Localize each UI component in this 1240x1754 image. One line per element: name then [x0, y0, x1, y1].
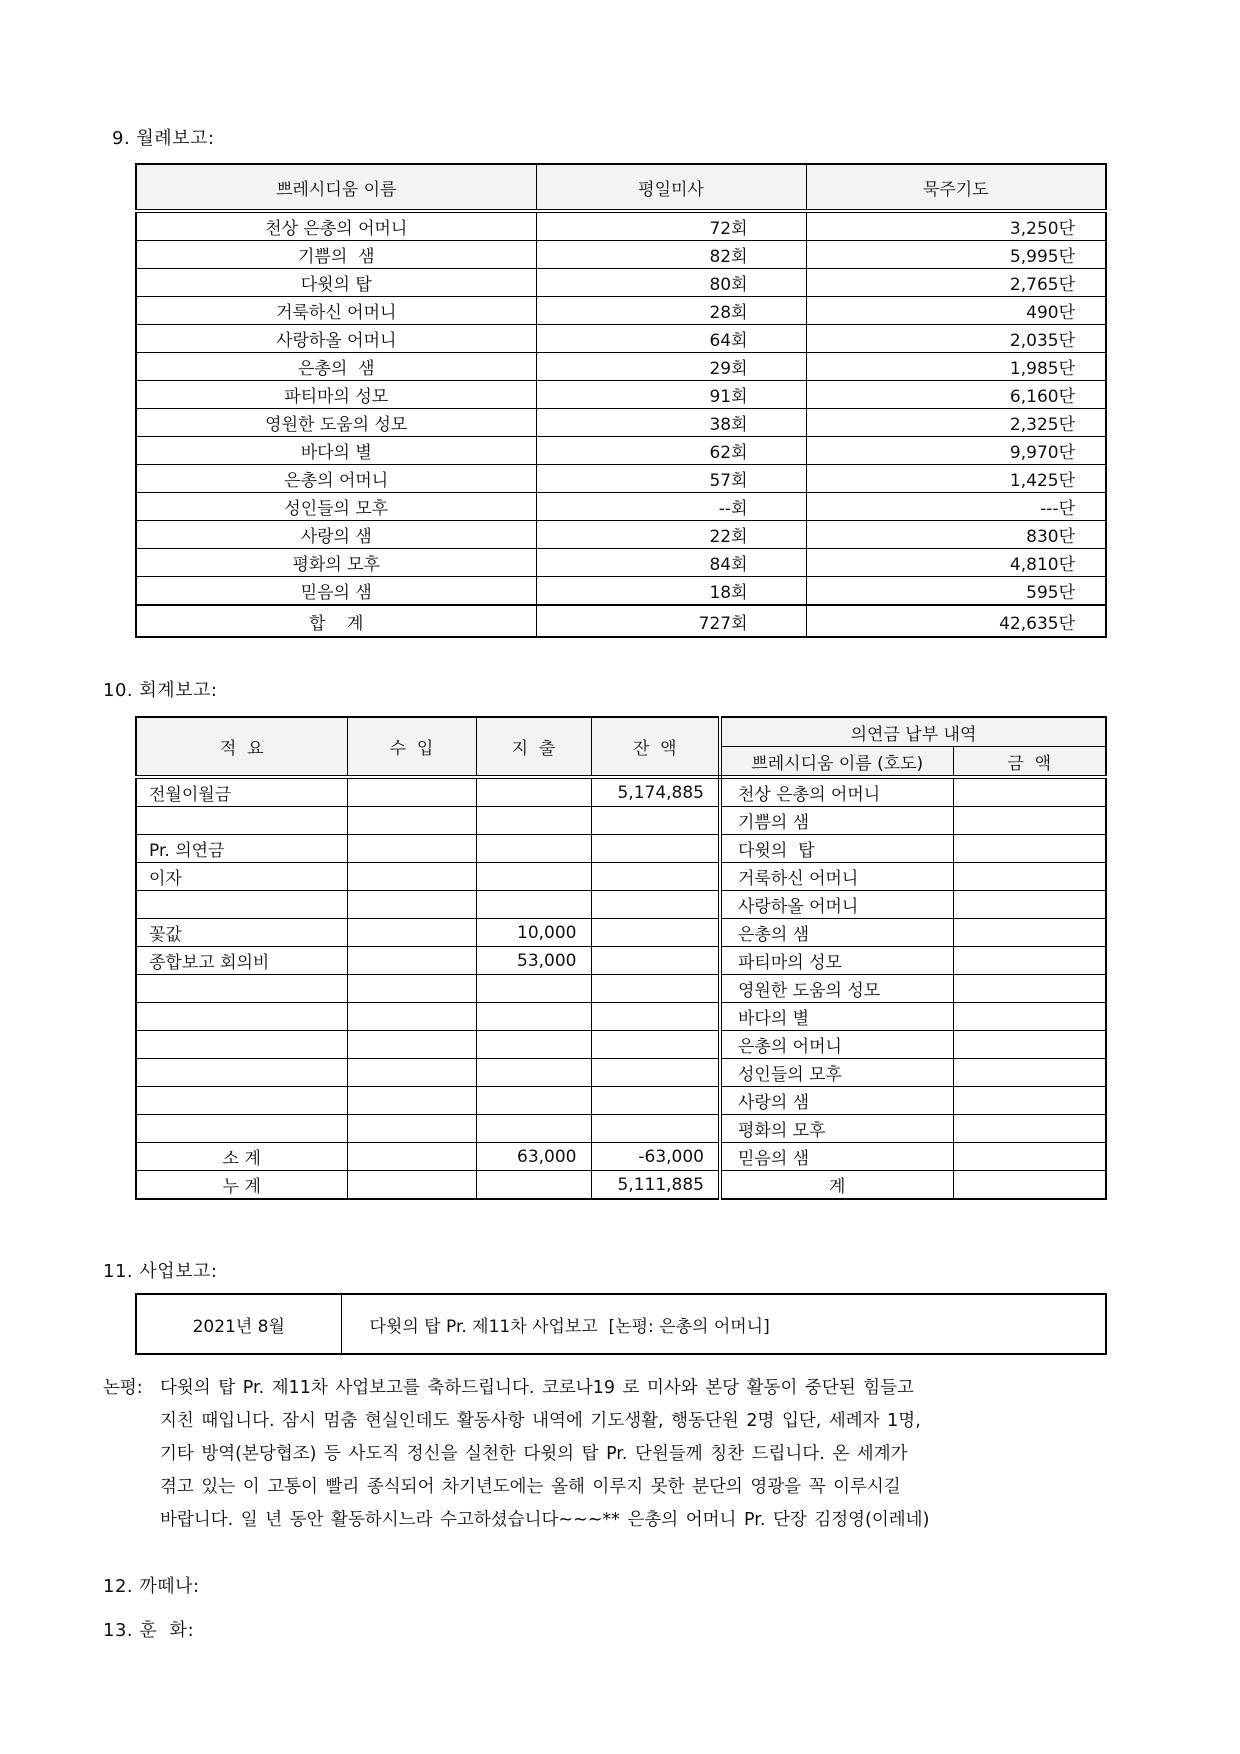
description: 종합보고 회의비	[136, 947, 347, 975]
praesidium-name: 믿음의 샘	[136, 577, 536, 606]
cumulative-label: 누 계	[136, 1171, 347, 1200]
income	[347, 863, 476, 891]
expense	[476, 835, 591, 863]
donation-group-header: 의연금 납부 내역	[720, 717, 1106, 747]
donation-amount	[953, 863, 1106, 891]
rosary-count: 3,250단	[806, 211, 1106, 241]
section-12-heading: 12. 까떼나:	[103, 1576, 200, 1597]
table-row	[136, 211, 1106, 241]
donation-total-label: 계	[720, 1171, 953, 1200]
cumulative-row	[136, 1171, 1106, 1200]
expense	[476, 1003, 591, 1031]
table-row	[136, 409, 1106, 437]
donor-name: 사랑하올 어머니	[720, 891, 953, 919]
balance: -63,000	[591, 1143, 720, 1171]
income	[347, 891, 476, 919]
praesidium-name: 사랑의 샘	[136, 521, 536, 549]
table-row	[136, 1031, 1106, 1059]
table-row	[136, 947, 1106, 975]
table-row	[136, 1115, 1106, 1143]
table-row	[136, 437, 1106, 465]
income	[347, 1087, 476, 1115]
expense: 53,000	[476, 947, 591, 975]
table-header-row	[136, 164, 1106, 211]
donor-name: 평화의 모후	[720, 1115, 953, 1143]
description: Pr. 의연금	[136, 835, 347, 863]
donor-name: 기쁨의 샘	[720, 807, 953, 835]
donor-name: 성인들의 모후	[720, 1059, 953, 1087]
weekday-mass: 22회	[536, 521, 806, 549]
balance-header: 잔 액	[591, 717, 720, 777]
praesidium-name: 평화의 모후	[136, 549, 536, 577]
section-13-heading: 13. 훈 화:	[103, 1620, 195, 1641]
donation-amount	[953, 1059, 1106, 1087]
commentary-block	[103, 1372, 1117, 1537]
rosary-count: 2,325단	[806, 409, 1106, 437]
donor-name: 바다의 별	[720, 1003, 953, 1031]
subtotal-label: 소 계	[136, 1143, 347, 1171]
total-rosary: 42,635단	[806, 605, 1106, 637]
table-row	[136, 381, 1106, 409]
table-row	[136, 807, 1106, 835]
table-row	[136, 269, 1106, 297]
description-header: 적 요	[136, 717, 347, 777]
income	[347, 1115, 476, 1143]
description	[136, 1031, 347, 1059]
donor-name: 파티마의 성모	[720, 947, 953, 975]
rosary-count: 6,160단	[806, 381, 1106, 409]
rosary-header: 묵주기도	[806, 164, 1106, 211]
section-10-heading: 10. 회계보고:	[103, 680, 218, 701]
description: 전월이월금	[136, 777, 347, 807]
balance: 5,174,885	[591, 777, 720, 807]
description	[136, 891, 347, 919]
praesidium-name: 사랑하올 어머니	[136, 325, 536, 353]
section-11-heading: 11. 사업보고:	[103, 1261, 218, 1282]
table-row	[136, 325, 1106, 353]
rosary-count: 2,035단	[806, 325, 1106, 353]
weekday-mass: 18회	[536, 577, 806, 606]
balance	[591, 1031, 720, 1059]
total-row	[136, 605, 1106, 637]
income	[347, 807, 476, 835]
weekday-mass: 57회	[536, 465, 806, 493]
table-row	[136, 1087, 1106, 1115]
donor-name: 은총의 어머니	[720, 1031, 953, 1059]
commentary-line: 지친 때입니다. 잠시 멈춤 현실인데도 활동사항 내역에 기도생활, 행동단원 2명 입단, 세례자 1명,	[160, 1411, 921, 1431]
expense	[476, 1115, 591, 1143]
income	[347, 919, 476, 947]
donor-name: 영원한 도움의 성모	[720, 975, 953, 1003]
praesidium-name: 은총의 어머니	[136, 465, 536, 493]
balance: 5,111,885	[591, 1171, 720, 1200]
weekday-mass: 29회	[536, 353, 806, 381]
balance	[591, 1115, 720, 1143]
weekday-mass: 62회	[536, 437, 806, 465]
commentary-label: 논평:	[103, 1378, 143, 1398]
table-row	[136, 577, 1106, 606]
donation-amount	[953, 891, 1106, 919]
expense	[476, 863, 591, 891]
income	[347, 1031, 476, 1059]
expense	[476, 807, 591, 835]
table-row	[136, 1294, 1106, 1354]
weekday-mass: 64회	[536, 325, 806, 353]
weekday-mass: 72회	[536, 211, 806, 241]
commentary-line: 겪고 있는 이 고통이 빨리 종식되어 차기년도에는 올해 이루지 못한 분단의 영광을 꼭 이루시길	[160, 1477, 901, 1497]
subtotal-row	[136, 1143, 1106, 1171]
donation-amount	[953, 777, 1106, 807]
section-9-heading: 9. 월례보고:	[112, 128, 215, 149]
table-row	[136, 521, 1106, 549]
table-row	[136, 465, 1106, 493]
expense	[476, 975, 591, 1003]
description	[136, 1059, 347, 1087]
praesidium-name: 파티마의 성모	[136, 381, 536, 409]
total-mass: 727회	[536, 605, 806, 637]
expense	[476, 1171, 591, 1200]
praesidium-name-header: 쁘레시디움 이름 (호도)	[720, 747, 953, 778]
expense	[476, 1059, 591, 1087]
description	[136, 1087, 347, 1115]
donation-amount	[953, 919, 1106, 947]
expense-header: 지 출	[476, 717, 591, 777]
income	[347, 1003, 476, 1031]
balance	[591, 975, 720, 1003]
table-row	[136, 493, 1106, 521]
amount-header: 금 액	[953, 747, 1106, 778]
praesidium-name: 성인들의 모후	[136, 493, 536, 521]
income	[347, 1143, 476, 1171]
rosary-count: 1,985단	[806, 353, 1106, 381]
donor-name: 믿음의 샘	[720, 1143, 953, 1171]
commentary-line: 다윗의 탑 Pr. 제11차 사업보고를 축하드립니다. 코로나19 로 미사와 본당 활동이 중단된 힘들고	[160, 1378, 914, 1398]
table-row	[136, 891, 1106, 919]
balance	[591, 835, 720, 863]
income	[347, 1059, 476, 1087]
praesidium-name: 기쁨의 샘	[136, 241, 536, 269]
donation-amount	[953, 835, 1106, 863]
report-title: 다윗의 탑 Pr. 제11차 사업보고 [논평: 은총의 어머니]	[341, 1294, 1106, 1354]
business-report-table	[135, 1293, 1107, 1355]
praesidium-name: 바다의 별	[136, 437, 536, 465]
donation-amount	[953, 947, 1106, 975]
rosary-count: 595단	[806, 577, 1106, 606]
donation-amount	[953, 975, 1106, 1003]
expense	[476, 1031, 591, 1059]
table-row	[136, 919, 1106, 947]
table-row	[136, 353, 1106, 381]
praesidium-name: 거룩하신 어머니	[136, 297, 536, 325]
table-row	[136, 975, 1106, 1003]
description	[136, 807, 347, 835]
expense: 63,000	[476, 1143, 591, 1171]
rosary-count: 2,765단	[806, 269, 1106, 297]
donation-amount	[953, 1115, 1106, 1143]
weekday-mass: 84회	[536, 549, 806, 577]
income	[347, 1171, 476, 1200]
balance	[591, 1087, 720, 1115]
donor-name: 은총의 샘	[720, 919, 953, 947]
total-label: 합 계	[136, 605, 536, 637]
table-header-row	[136, 717, 1106, 747]
table-row	[136, 835, 1106, 863]
rosary-count: 830단	[806, 521, 1106, 549]
donation-amount	[953, 1143, 1106, 1171]
balance	[591, 947, 720, 975]
donation-amount	[953, 807, 1106, 835]
accounting-table	[135, 716, 1107, 1200]
description: 이자	[136, 863, 347, 891]
expense: 10,000	[476, 919, 591, 947]
table-row	[136, 241, 1106, 269]
table-row	[136, 863, 1106, 891]
weekday-mass-header: 평일미사	[536, 164, 806, 211]
praesidium-name: 천상 은총의 어머니	[136, 211, 536, 241]
description	[136, 1003, 347, 1031]
expense	[476, 891, 591, 919]
weekday-mass: 91회	[536, 381, 806, 409]
balance	[591, 863, 720, 891]
commentary-line: 바랍니다. 일 년 동안 활동하시느라 수고하셨습니다~~~** 은총의 어머니 Pr. 단장 김정영(이레네)	[160, 1510, 930, 1530]
weekday-mass: 80회	[536, 269, 806, 297]
rosary-count: 490단	[806, 297, 1106, 325]
weekday-mass: 38회	[536, 409, 806, 437]
donation-amount	[953, 1087, 1106, 1115]
donor-name: 다윗의 탑	[720, 835, 953, 863]
description	[136, 1115, 347, 1143]
table-row	[136, 1059, 1106, 1087]
praesidium-name: 은총의 샘	[136, 353, 536, 381]
balance	[591, 807, 720, 835]
donor-name: 거룩하신 어머니	[720, 863, 953, 891]
praesidium-name-header: 쁘레시디움 이름	[136, 164, 536, 211]
table-row	[136, 297, 1106, 325]
table-row	[136, 549, 1106, 577]
table-row	[136, 777, 1106, 807]
rosary-count: 9,970단	[806, 437, 1106, 465]
donor-name: 천상 은총의 어머니	[720, 777, 953, 807]
praesidium-name: 다윗의 탑	[136, 269, 536, 297]
monthly-report-table	[135, 163, 1107, 638]
income	[347, 777, 476, 807]
table-row	[136, 1003, 1106, 1031]
donor-name: 사랑의 샘	[720, 1087, 953, 1115]
balance	[591, 1003, 720, 1031]
rosary-count: 5,995단	[806, 241, 1106, 269]
expense	[476, 777, 591, 807]
description	[136, 975, 347, 1003]
balance	[591, 1059, 720, 1087]
praesidium-name: 영원한 도움의 성모	[136, 409, 536, 437]
weekday-mass: --회	[536, 493, 806, 521]
donation-amount	[953, 1031, 1106, 1059]
description: 꽃값	[136, 919, 347, 947]
balance	[591, 919, 720, 947]
rosary-count: 4,810단	[806, 549, 1106, 577]
income	[347, 975, 476, 1003]
income	[347, 947, 476, 975]
rosary-count: ---단	[806, 493, 1106, 521]
weekday-mass: 28회	[536, 297, 806, 325]
donation-amount	[953, 1003, 1106, 1031]
rosary-count: 1,425단	[806, 465, 1106, 493]
expense	[476, 1087, 591, 1115]
commentary-text	[160, 1372, 1117, 1537]
balance	[591, 891, 720, 919]
income	[347, 835, 476, 863]
income-header: 수 입	[347, 717, 476, 777]
report-date: 2021년 8월	[136, 1294, 341, 1354]
donation-amount	[953, 1171, 1106, 1200]
commentary-line: 기타 방역(본당협조) 등 사도직 정신을 실천한 다윗의 탑 Pr. 단원들께 칭찬 드립니다. 온 세계가	[160, 1444, 908, 1464]
weekday-mass: 82회	[536, 241, 806, 269]
